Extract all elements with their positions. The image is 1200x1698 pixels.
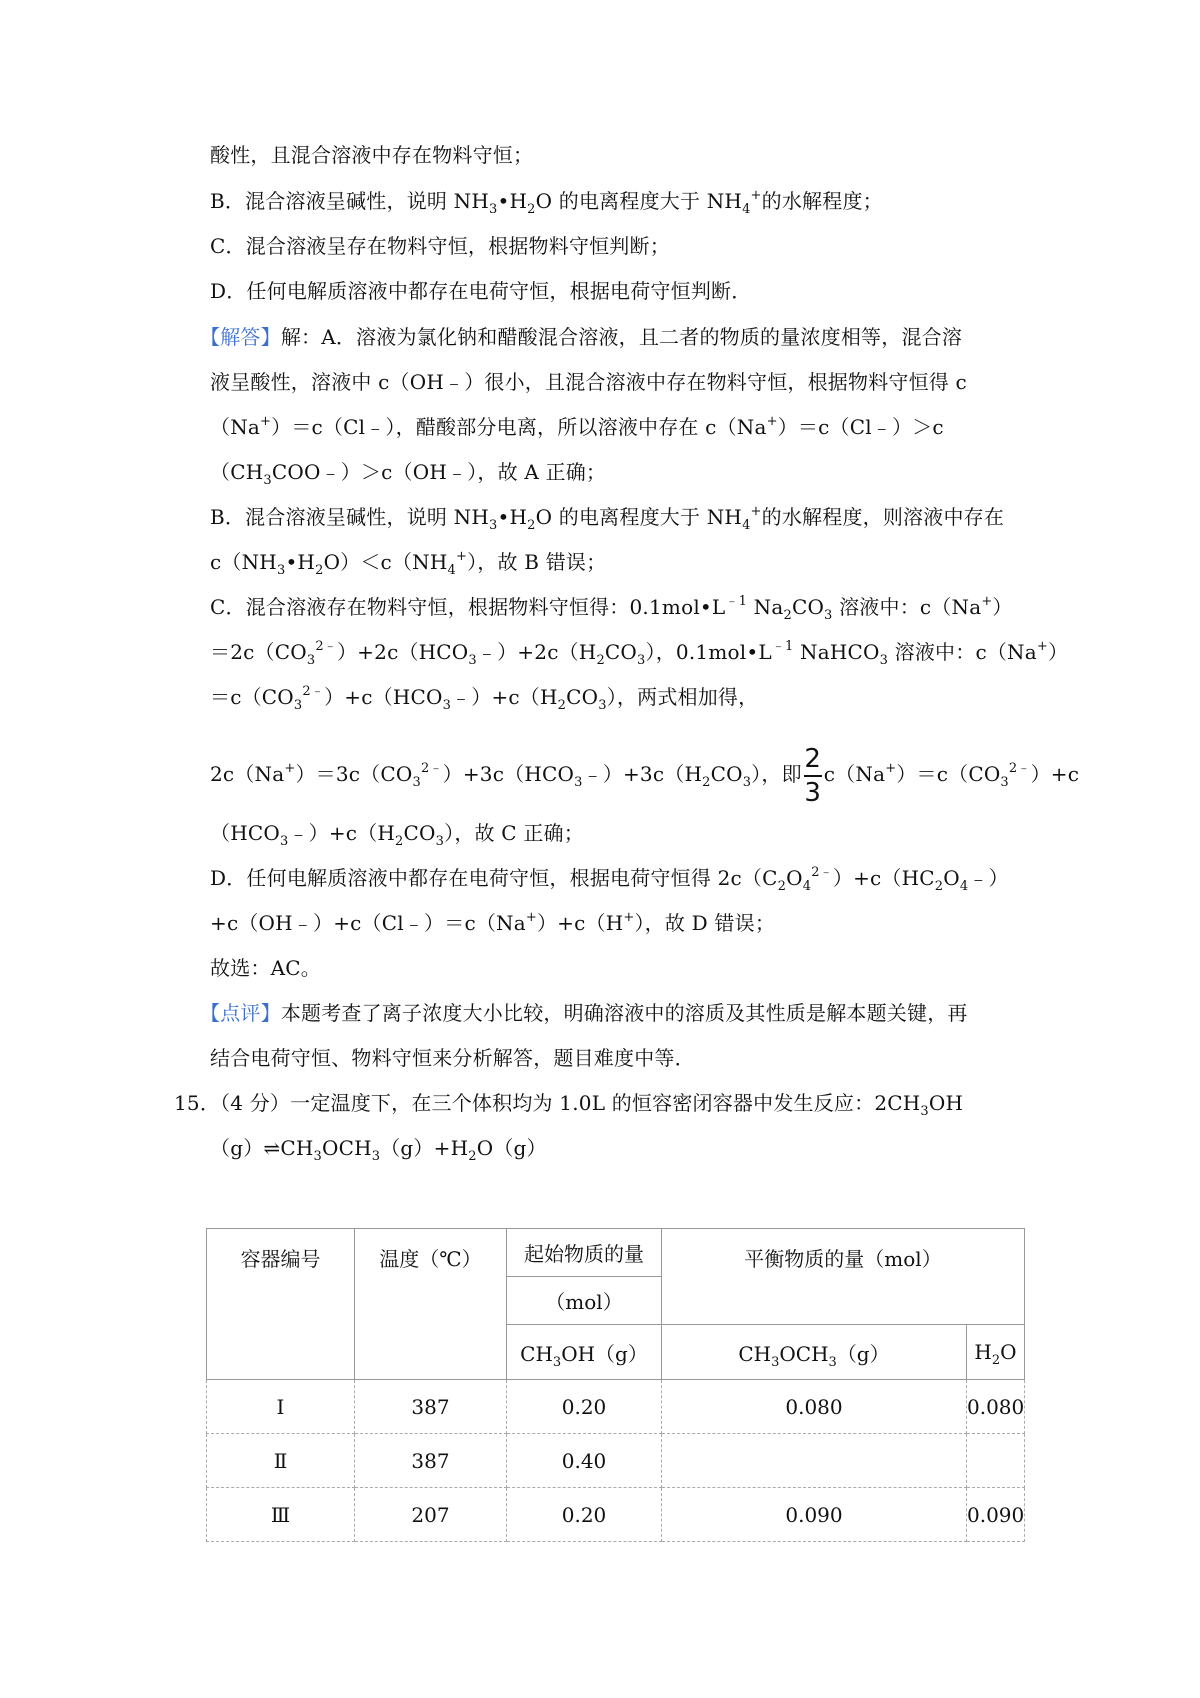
text-line: D．任何电解质溶液中都存在电荷守恒，根据电荷守恒得 $2c(C_2O_4^{2﹣})+c(HC_2O_4﹣)$ bbox=[210, 865, 1009, 894]
text-line: $c(NH_3•H_2O)<c(NH_4^+)$，故 B 错误； bbox=[210, 549, 607, 578]
question-15-line: $(g)\rightleftharpoons CH_3OCH_3(g)+H_2O(g)$ bbox=[210, 1136, 547, 1164]
table-row bbox=[207, 1488, 1025, 1542]
reaction-data-table bbox=[206, 1228, 1025, 1542]
text-line: 结合电荷守恒、物料守恒来分析解答，题目难度中等． bbox=[210, 1046, 695, 1070]
text-line: $(CH_3COO﹣)>c(OH﹣)$，故 A 正确； bbox=[210, 460, 607, 488]
text-line: C．混合溶液存在物料守恒，根据物料守恒得：$0.1mol•L^{﹣1}$ $Na_2CO_3$ 溶液中：c（Na+） bbox=[210, 594, 1013, 623]
text-line: B．混合溶液呈碱性，说明 $NH_3•H_2O$ 的电离程度大于 $NH_4^+$的水解程度； bbox=[210, 188, 883, 217]
header-container-number: 容器编号 bbox=[207, 1229, 355, 1380]
cell-h2o: 0.080 bbox=[967, 1380, 1025, 1434]
header-initial-unit: （mol） bbox=[507, 1277, 662, 1325]
cell-h2o: 0.090 bbox=[967, 1488, 1025, 1542]
cell-container-id: Ⅱ bbox=[207, 1434, 355, 1488]
table-row bbox=[207, 1434, 1025, 1488]
cell-container-id: Ⅲ bbox=[207, 1488, 355, 1542]
text-line: 液呈酸性，溶液中 c（OH﹣）很小，且混合溶液中存在物料守恒，根据物料守恒得 c bbox=[210, 370, 967, 394]
text-line: B．混合溶液呈碱性，说明 $NH_3•H_2O$ 的电离程度大于 $NH_4^+$的水解程度，则溶液中存在 bbox=[210, 504, 1005, 533]
cell-ch3och3 bbox=[662, 1434, 967, 1488]
text-line: （Na+）＝c（Cl﹣），醋酸部分电离，所以溶液中存在 c（Na+）＝c（Cl﹣）＞c bbox=[210, 414, 944, 439]
header-equilibrium-amount: 平衡物质的量（mol） bbox=[662, 1229, 1025, 1325]
table-row bbox=[207, 1380, 1025, 1434]
review-tag: 【点评】 bbox=[200, 1001, 281, 1025]
cell-ch3och3: 0.080 bbox=[662, 1380, 967, 1434]
text-line: 【点评】本题考查了离子浓度大小比较，明确溶液中的溶质及其性质是解本题关键，再 bbox=[200, 1001, 968, 1025]
subheader-h2o: $H_2O$ bbox=[967, 1325, 1025, 1380]
fraction-two-thirds: $\frac{2}{3}$ bbox=[804, 743, 822, 808]
text-line: D．任何电解质溶液中都存在电荷守恒，根据电荷守恒判断． bbox=[210, 279, 752, 303]
cell-ch3och3: 0.090 bbox=[662, 1488, 967, 1542]
text-line: C．混合溶液呈存在物料守恒，根据物料守恒判断； bbox=[210, 234, 670, 258]
subheader-ch3oh: $CH_3OH(g)$ bbox=[507, 1325, 662, 1380]
subheader-ch3och3: $CH_3OCH_3(g)$ bbox=[662, 1325, 967, 1380]
text-line: $=c(CO_3^{2﹣})+c(HCO_3﹣)+c(H_2CO_3)$，两式相加得， bbox=[210, 684, 759, 713]
cell-ch3oh: 0.40 bbox=[507, 1434, 662, 1488]
cell-ch3oh: 0.20 bbox=[507, 1380, 662, 1434]
cell-temperature: 207 bbox=[355, 1488, 507, 1542]
cell-temperature: 387 bbox=[355, 1434, 507, 1488]
cell-temperature: 387 bbox=[355, 1380, 507, 1434]
question-15-line: 15．（4 分）一定温度下，在三个体积均为 1.0L 的恒容密闭容器中发生反应：$2CH_3OH$ bbox=[174, 1091, 964, 1119]
cell-h2o bbox=[967, 1434, 1025, 1488]
text-line: 【解答】解：A．溶液为氯化钠和醋酸混合溶液，且二者的物质的量浓度相等，混合溶 bbox=[200, 325, 963, 349]
text-line: $(HCO_3﹣)+c(H_2CO_3)$，故 C 正确； bbox=[210, 821, 584, 849]
cell-ch3oh: 0.20 bbox=[507, 1488, 662, 1542]
text-line: +c（OH﹣）+c（Cl﹣）＝c（Na+）+c（H+），故 D 错误； bbox=[210, 910, 776, 935]
header-temperature: 温度（℃） bbox=[355, 1229, 507, 1380]
answer-tag: 【解答】 bbox=[200, 325, 281, 349]
text-line: 故选：AC。 bbox=[210, 956, 321, 980]
text-line: $=2c(CO_3^{2﹣})+2c(HCO_3﹣)+2c(H_2CO_3)$，$0.1mol•L^{﹣1}$ NaHCO$_3$ 溶液中：c（Na+） bbox=[210, 639, 1069, 668]
text-line: 酸性，且混合溶液中存在物料守恒； bbox=[210, 143, 534, 167]
header-initial-amount: 起始物质的量 bbox=[507, 1229, 662, 1277]
cell-container-id: Ⅰ bbox=[207, 1380, 355, 1434]
text-line: $2c(Na^+)=3c(CO_3^{2﹣})+3c(HCO_3﹣)+3c(H_2CO_3)$，即 $\frac{2}{3}$ $c(Na^+)=c(CO_3^{2﹣})+c$ bbox=[210, 743, 1080, 808]
